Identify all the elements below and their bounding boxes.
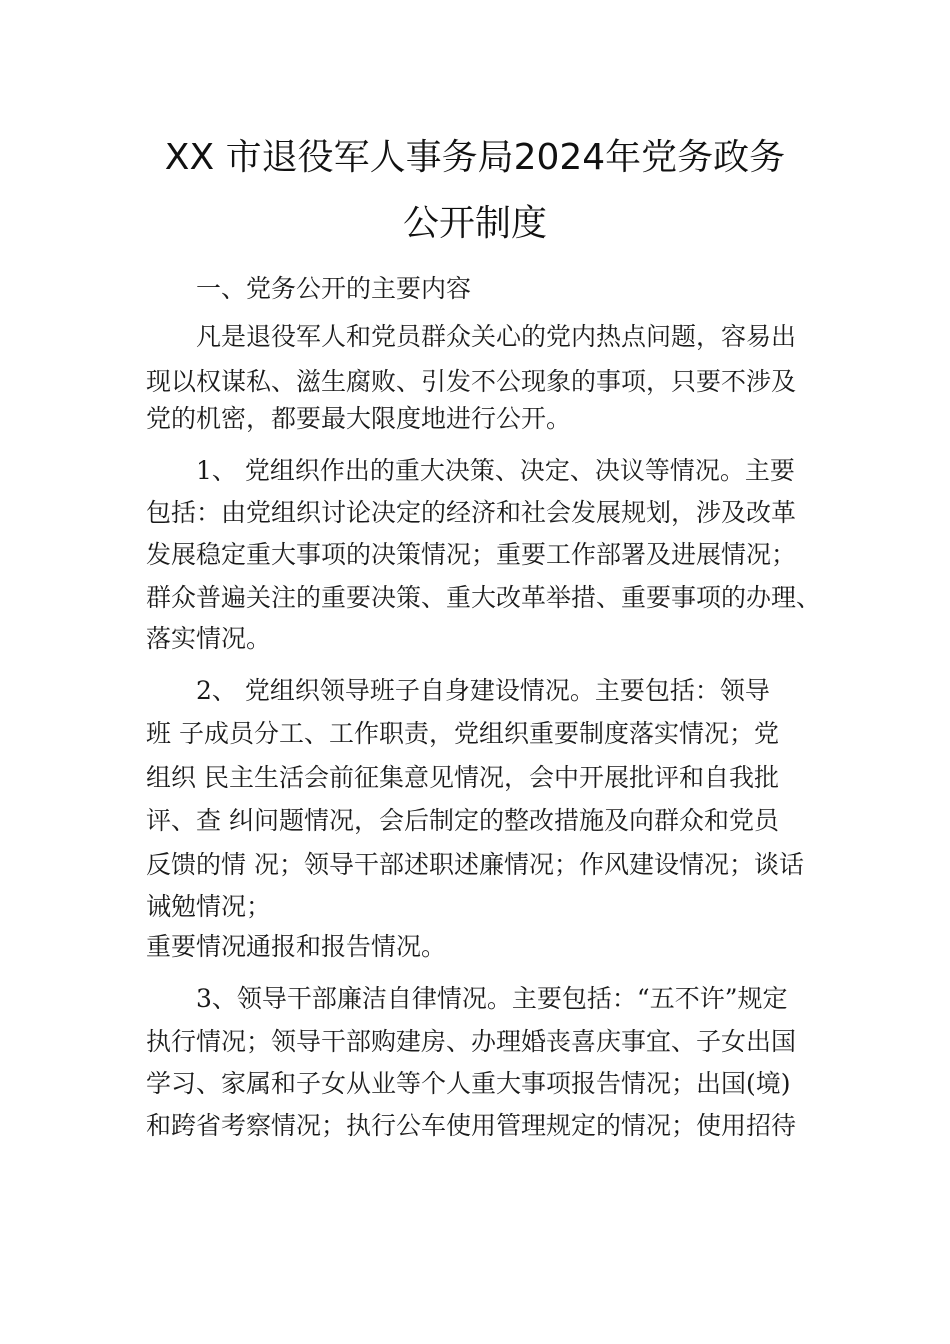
body-line: 班 子成员分工、工作职责，党组织重要制度落实情况；党 [146,719,779,748]
body-line: 凡是退役军人和党员群众关心的党内热点问题，容易出 [146,322,797,351]
body-line: 2、 党组织领导班子自身建设情况。主要包括：领导 [146,676,770,705]
body-line: 反馈的情 况；领导干部述职述廉情况；作风建设情况；谈话 [146,850,804,879]
body-line: 组织 民主生活会前征集意见情况，会中开展批评和自我批 [146,763,779,792]
body-line: 落实情况。 [146,624,272,653]
body-line: 党的机密，都要最大限度地进行公开。 [146,404,572,433]
body-line: 群众普遍关注的重要决策、重大改革举措、重要事项的办理、 [146,583,822,612]
body-line: 现以权谋私、滋生腐败、引发不公现象的事项，只要不涉及 [146,367,797,396]
body-line: 诫勉情况； [146,892,272,921]
body-line: 包括：由党组织讨论决定的经济和社会发展规划，涉及改革 [146,498,797,527]
body-line: 执行情况；领导干部购建房、办理婚丧喜庆事宜、子女出国 [146,1027,797,1056]
body-line: 学习、家属和子女从业等个人重大事项报告情况；出国(境) [146,1069,791,1098]
body-line: 1、 党组织作出的重大决策、决定、决议等情况。主要 [146,456,795,485]
body-line: 评、查 纠问题情况，会后制定的整改措施及向群众和党员 [146,806,779,835]
document-title-line-2: 公开制度 [402,203,547,244]
body-line: 发展稳定重大事项的决策情况；重要工作部署及进展情况； [146,540,797,569]
body-line: 3、领导干部廉洁自律情况。主要包括：“五不许”规定 [146,984,788,1013]
section-heading: 一、党务公开的主要内容 [146,274,472,303]
body-line: 重要情况通报和报告情况。 [146,932,447,961]
document-title-line-1: XX 市退役军人事务局2024年党务政务 [164,137,786,178]
body-line: 和跨省考察情况；执行公车使用管理规定的情况；使用招待 [146,1111,797,1140]
